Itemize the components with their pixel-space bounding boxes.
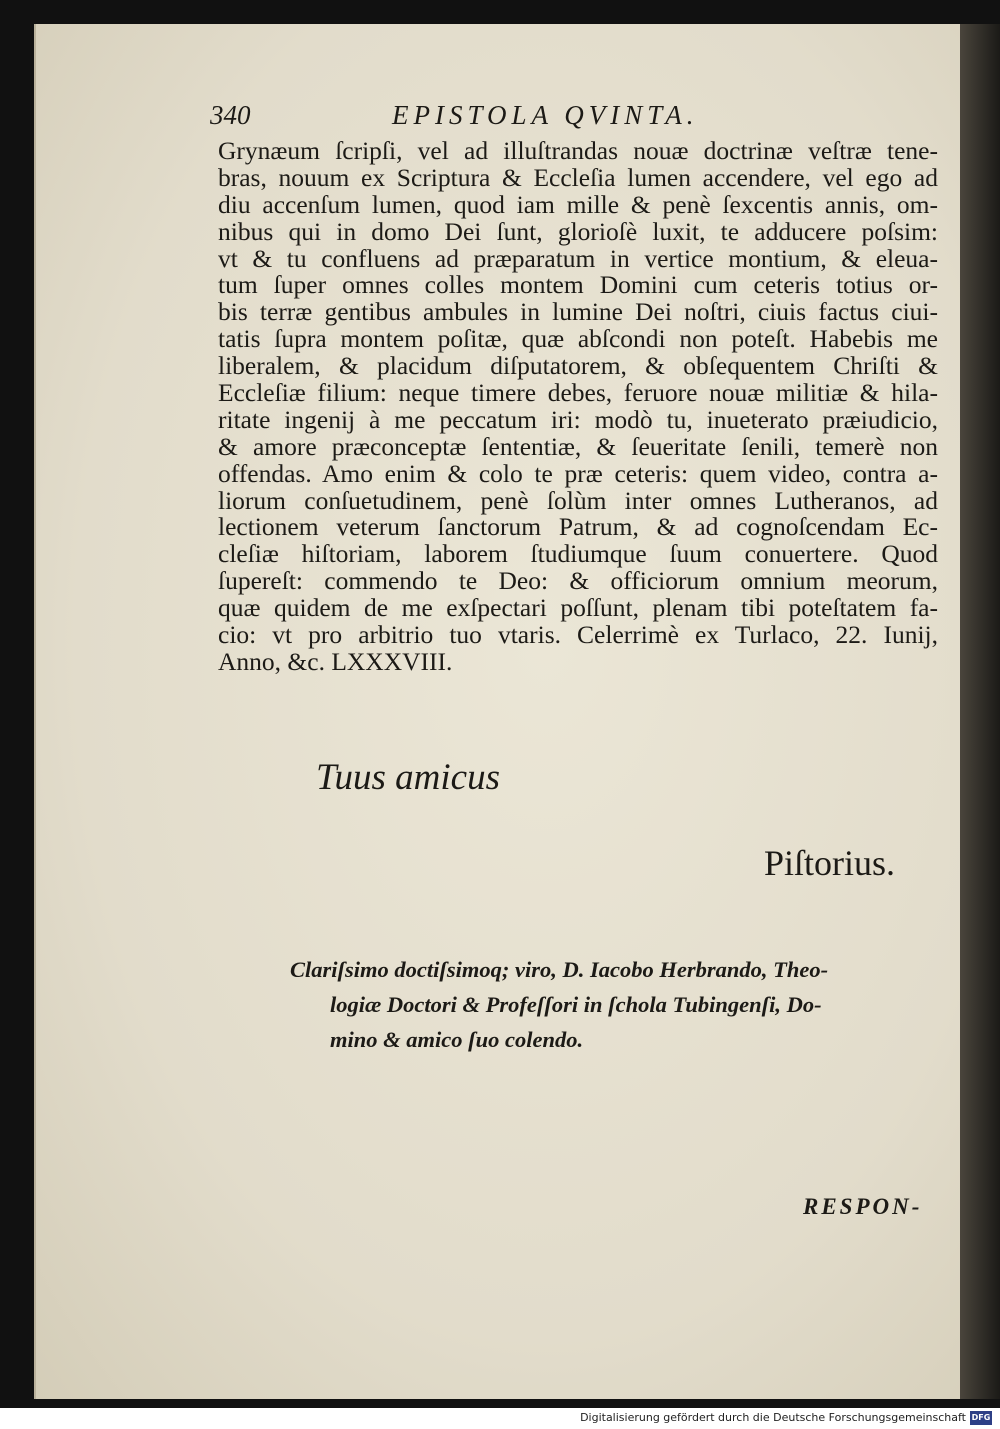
text-line: cio: vt pro arbitrio tuo vtaris. Celerrimè ex Turlaco, 22. Iunij,	[218, 620, 938, 650]
book-edge	[960, 24, 1000, 1399]
text-line: Anno, &c. LXXXVIII.	[218, 646, 453, 676]
text-line: nibus qui in domo Dei ſunt, glorioſè luxit, te adducere poſsim:	[218, 216, 938, 246]
address-line: Clariſsimo doctiſsimoq; viro, D. Iacobo Herbrando, Theo-	[290, 957, 829, 982]
address-block	[290, 952, 890, 1057]
text-line: Eccleſiæ filium: neque timere debes, feruore nouæ militiæ & hila-	[218, 378, 938, 408]
text-line: vt & tu confluens ad præparatum in vertice montium, & eleua-	[218, 243, 938, 273]
text-line: & amore præconceptæ ſententiæ, & ſeueritate ſenili, temerè non	[218, 431, 938, 461]
signature: Piſtorius.	[764, 843, 896, 883]
page-header	[210, 100, 940, 140]
address-line: mino & amico ſuo colendo.	[330, 1027, 584, 1052]
text-line: Grynæum ſcripſi, vel ad illuſtrandas nouæ doctrinæ veſtræ tene-	[218, 136, 938, 165]
text-line: bras, nouum ex Scriptura & Eccleſia lumen accendere, vel ego ad	[218, 162, 938, 192]
text-line: bis terræ gentibus ambules in lumine Dei noſtri, ciuis factus ciui-	[218, 297, 938, 327]
text-line: cleſiæ hiſtoriam, laborem ſtudiumque ſuum conuertere. Quod	[218, 539, 938, 569]
text-line: liberalem, & placidum diſputatorem, & obſequentem Chriſti &	[218, 351, 938, 381]
text-line: quæ quidem de me exſpectari poſſunt, plenam tibi poteſtatem fa-	[218, 593, 938, 623]
text-line: offendas. Amo enim & colo te præ ceteris: quem video, contra a-	[218, 458, 938, 488]
page-number: 340	[210, 100, 251, 130]
text-line: ritate ingenij à me peccatum iri: modò tu, inueterato præiudicio,	[218, 404, 938, 434]
text-line: tum ſuper omnes colles montem Domini cum ceteris totius or-	[218, 270, 938, 300]
funding-note: Digitalisierung gefördert durch die Deutsche Forschungsgemeinschaft	[580, 1411, 966, 1424]
dfg-logo-icon: DFG	[970, 1411, 992, 1425]
text-line: lectionem veterum ſanctorum Patrum, & ad cognoſcendam Ec-	[218, 512, 938, 542]
text-line: diu accenſum lumen, quod iam mille & penè ſexcentis annis, om-	[218, 189, 938, 219]
catchword: RESPON-	[803, 1194, 923, 1219]
running-title: EPISTOLA QVINTA.	[392, 100, 699, 130]
digitization-footer	[0, 1408, 1000, 1429]
closing-salutation: Tuus amicus	[316, 757, 501, 798]
address-line: logiæ Doctori & Profeſſori in ſchola Tubingenſi, Do-	[330, 992, 822, 1017]
text-line: tatis ſupra montem poſitæ, quæ abſcondi non poteſt. Habebis me	[218, 324, 938, 354]
letter-body	[218, 138, 938, 676]
text-line: ſupereſt: commendo te Deo: & officiorum omnium meorum,	[218, 566, 938, 596]
text-line: liorum conſuetudinem, penè ſolùm inter omnes Lutheranos, ad	[218, 485, 938, 515]
